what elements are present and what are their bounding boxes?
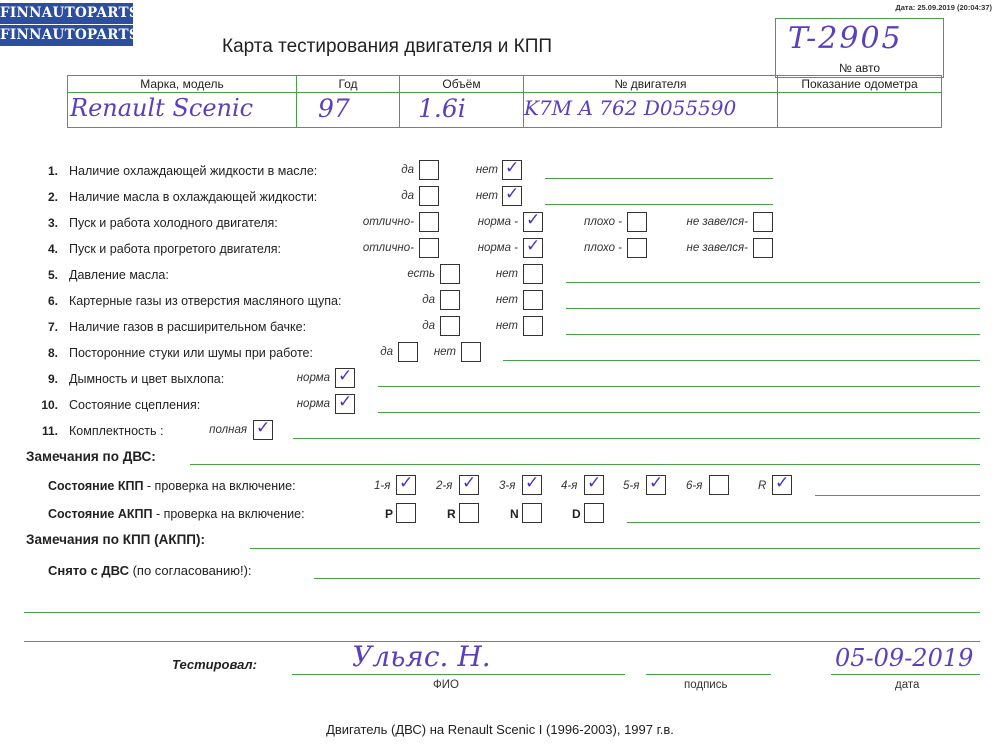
- sign-caption: подпись: [684, 679, 728, 691]
- auto-gearbox-label-bold: Состояние АКПП: [48, 507, 153, 521]
- check-5-number: 5.: [47, 268, 58, 282]
- removed-label-rest: (по согласованию!):: [128, 563, 252, 578]
- check-10-normal-box[interactable]: [335, 394, 355, 414]
- gearbox-remarks-label: Замечания по КПП (АКПП):: [26, 532, 205, 547]
- removed-label-bold: Снято с ДВС: [48, 563, 129, 578]
- auto-gearbox-comment-line: [627, 522, 980, 523]
- gear-4-label: 4-я: [561, 480, 578, 492]
- check-4-opt-excellent-label: отлично-: [362, 242, 414, 254]
- check-10-label: Состояние сцепления:: [69, 398, 201, 412]
- checkmark-icon: ✓: [649, 473, 664, 493]
- check-11-number: 11.: [41, 424, 58, 438]
- check-4-bad-box[interactable]: [627, 238, 647, 258]
- check-7-label: Наличие газов в расширительном бачке:: [69, 320, 307, 334]
- check-8-opt-no-label: нет: [433, 346, 456, 358]
- check-7-comment-line: [566, 334, 980, 335]
- check-5-comment-line: [566, 282, 980, 283]
- position-d-box[interactable]: [584, 503, 604, 523]
- engine-remarks-label: Замечания по ДВС:: [26, 449, 156, 464]
- checkmark-icon: ✓: [338, 392, 353, 412]
- check-4-label: Пуск и работа прогретого двигателя:: [69, 242, 281, 256]
- check-9-number: 9.: [47, 372, 58, 386]
- check-9-opt-normal-label: норма: [296, 372, 330, 384]
- checkmark-icon: ✓: [526, 210, 541, 230]
- check-4-not-started-box[interactable]: [753, 238, 773, 258]
- manual-gearbox-label-rest: - проверка на включение:: [143, 479, 296, 493]
- check-3-opt-bad-label: плохо -: [584, 216, 622, 228]
- check-1-no-box[interactable]: [502, 160, 522, 180]
- volume-value: 1.6i: [418, 94, 466, 123]
- manual-gearbox-label-bold: Состояние КПП: [48, 479, 144, 493]
- blank-line-1: [24, 612, 980, 613]
- check-3-normal-box[interactable]: [523, 212, 543, 232]
- check-9-label: Дымность и цвет выхлопа:: [69, 372, 225, 386]
- car-number-value: T-2905: [788, 21, 903, 56]
- gearbox-remarks-line: [250, 548, 980, 549]
- gear-6-box[interactable]: [709, 475, 729, 495]
- check-4-excellent-box[interactable]: [419, 238, 439, 258]
- gear-r-box[interactable]: [772, 475, 792, 495]
- check-7-no-box[interactable]: [523, 316, 543, 336]
- gear-2-label: 2-я: [436, 480, 453, 492]
- check-7-opt-no-label: нет: [495, 320, 518, 332]
- check-4-opt-normal-label: норма -: [477, 242, 518, 254]
- position-r-label: R: [447, 507, 456, 521]
- car-number-label: № авто: [838, 61, 881, 75]
- print-date: Дата: 25.09.2019 (20:04:37): [895, 3, 992, 12]
- position-d-label: D: [572, 507, 581, 521]
- gear-6-label: 6-я: [686, 480, 703, 492]
- check-1-opt-no-label: нет: [475, 164, 498, 176]
- check-11-label: Комплектность :: [69, 424, 164, 438]
- gear-5-label: 5-я: [623, 480, 640, 492]
- gear-4-box[interactable]: [584, 475, 604, 495]
- check-7-yes-box[interactable]: [440, 316, 460, 336]
- check-3-opt-normal-label: норма -: [477, 216, 518, 228]
- check-3-not-started-box[interactable]: [753, 212, 773, 232]
- check-3-bad-box[interactable]: [627, 212, 647, 232]
- check-5-opt-yes-label: есть: [407, 268, 435, 280]
- blank-line-2: [24, 641, 980, 642]
- checkmark-icon: ✓: [505, 158, 520, 178]
- check-5-no-box[interactable]: [523, 264, 543, 284]
- position-n-label: N: [510, 507, 519, 521]
- year-value: 97: [318, 94, 350, 123]
- checkmark-icon: ✓: [587, 473, 602, 493]
- check-2-label: Наличие масла в охлаждающей жидкости:: [69, 190, 318, 204]
- check-2-opt-no-label: нет: [475, 190, 498, 202]
- fio-caption: ФИО: [433, 679, 459, 691]
- col-header-volume: Объём: [442, 77, 481, 91]
- check-11-comment-line: [293, 438, 980, 439]
- check-3-opt-excellent-label: отлично-: [362, 216, 414, 228]
- check-4-normal-box[interactable]: [523, 238, 543, 258]
- check-5-label: Давление масла:: [69, 268, 169, 282]
- checkmark-icon: ✓: [775, 473, 790, 493]
- check-9-comment-line: [378, 386, 980, 387]
- check-1-yes-box[interactable]: [419, 160, 439, 180]
- check-7-opt-yes-label: да: [422, 320, 435, 332]
- check-2-opt-yes-label: да: [401, 190, 414, 202]
- gear-3-box[interactable]: [522, 475, 542, 495]
- removed-label: [48, 563, 252, 578]
- check-6-opt-no-label: нет: [495, 294, 518, 306]
- date-line: [831, 674, 980, 675]
- checkmark-icon: ✓: [256, 418, 271, 438]
- logo-finnautoparts-top: FINNAUTOPARTS: [0, 3, 133, 24]
- checkmark-icon: ✓: [525, 473, 540, 493]
- check-10-number: 10.: [41, 398, 58, 412]
- gear-5-box[interactable]: [646, 475, 666, 495]
- check-4-opt-bad-label: плохо -: [584, 242, 622, 254]
- manual-gearbox-label: [48, 479, 296, 493]
- check-3-excellent-box[interactable]: [419, 212, 439, 232]
- image-caption: Двигатель (ДВС) на Renault Scenic I (1996-2003), 1997 г.в.: [326, 722, 674, 737]
- check-2-yes-box[interactable]: [419, 186, 439, 206]
- check-6-no-box[interactable]: [523, 290, 543, 310]
- check-8-label: Посторонние стуки или шумы при работе:: [69, 346, 313, 360]
- check-4-number: 4.: [47, 242, 58, 256]
- check-10-opt-normal-label: норма: [296, 398, 330, 410]
- check-1-opt-yes-label: да: [401, 164, 414, 176]
- position-p-label: P: [385, 507, 394, 521]
- col-header-make: Марка, модель: [140, 77, 224, 91]
- check-8-no-box[interactable]: [461, 342, 481, 362]
- check-6-number: 6.: [47, 294, 58, 308]
- check-2-number: 2.: [47, 190, 58, 204]
- check-7-number: 7.: [47, 320, 58, 334]
- check-1-label: Наличие охлаждающей жидкости в масле:: [69, 164, 318, 178]
- date-caption: дата: [895, 679, 920, 691]
- make-model-value: Renault Scenic: [70, 94, 254, 122]
- check-8-comment-line: [503, 360, 980, 361]
- logo-finnautoparts-bottom: FINNAUTOPARTS: [0, 25, 133, 46]
- engine-number-value: K7M A 762 D055590: [524, 96, 737, 120]
- position-p-box[interactable]: [396, 503, 416, 523]
- check-8-yes-box[interactable]: [398, 342, 418, 362]
- fio-value: Ульяс. Н.: [352, 640, 491, 673]
- check-11-full-box[interactable]: [253, 420, 273, 440]
- position-n-box[interactable]: [522, 503, 542, 523]
- engine-remarks-line: [190, 464, 980, 465]
- check-6-yes-box[interactable]: [440, 290, 460, 310]
- check-6-comment-line: [566, 308, 980, 309]
- check-2-no-box[interactable]: [502, 186, 522, 206]
- check-2-comment-line: [545, 204, 773, 205]
- check-6-label: Картерные газы из отверстия масляного щупа:: [69, 294, 342, 308]
- check-6-opt-yes-label: да: [422, 294, 435, 306]
- check-3-number: 3.: [47, 216, 58, 230]
- col-header-odometer: Показание одометра: [801, 77, 918, 91]
- check-3-opt-not-started-label: не завелся-: [686, 216, 748, 228]
- checkmark-icon: ✓: [505, 184, 520, 204]
- fio-line: [292, 674, 625, 675]
- vehicle-table: [67, 75, 942, 128]
- check-1-comment-line: [545, 178, 773, 179]
- page-title: Карта тестирования двигателя и КПП: [222, 36, 553, 57]
- check-9-normal-box[interactable]: [335, 368, 355, 388]
- gear-1-label: 1-я: [374, 480, 391, 492]
- check-8-opt-yes-label: да: [380, 346, 393, 358]
- date-value: 05-09-2019: [835, 644, 974, 672]
- checkmark-icon: ✓: [399, 473, 414, 493]
- gear-r-label: R: [758, 480, 767, 492]
- gear-2-box[interactable]: [459, 475, 479, 495]
- col-header-year: Год: [338, 77, 358, 91]
- col-header-engine-number: № двигателя: [614, 77, 687, 91]
- check-8-number: 8.: [47, 346, 58, 360]
- check-11-opt-full-label: полная: [209, 424, 247, 436]
- auto-gearbox-label-rest: - проверка на включение:: [152, 507, 305, 521]
- auto-gearbox-label: [48, 507, 305, 521]
- check-5-opt-no-label: нет: [495, 268, 518, 280]
- tested-by-label: Тестировал:: [172, 657, 257, 672]
- check-10-comment-line: [378, 412, 980, 413]
- checkmark-icon: ✓: [462, 473, 477, 493]
- position-r-box[interactable]: [459, 503, 479, 523]
- check-5-yes-box[interactable]: [440, 264, 460, 284]
- manual-gearbox-comment-line: [815, 495, 980, 496]
- car-number-box: [775, 18, 944, 78]
- gear-3-label: 3-я: [499, 480, 516, 492]
- sign-line: [646, 674, 771, 675]
- checkmark-icon: ✓: [526, 236, 541, 256]
- gear-1-box[interactable]: [396, 475, 416, 495]
- check-4-opt-not-started-label: не завелся-: [686, 242, 748, 254]
- check-3-label: Пуск и работа холодного двигателя:: [69, 216, 278, 230]
- check-1-number: 1.: [47, 164, 58, 178]
- checkmark-icon: ✓: [338, 366, 353, 386]
- removed-line: [314, 578, 980, 579]
